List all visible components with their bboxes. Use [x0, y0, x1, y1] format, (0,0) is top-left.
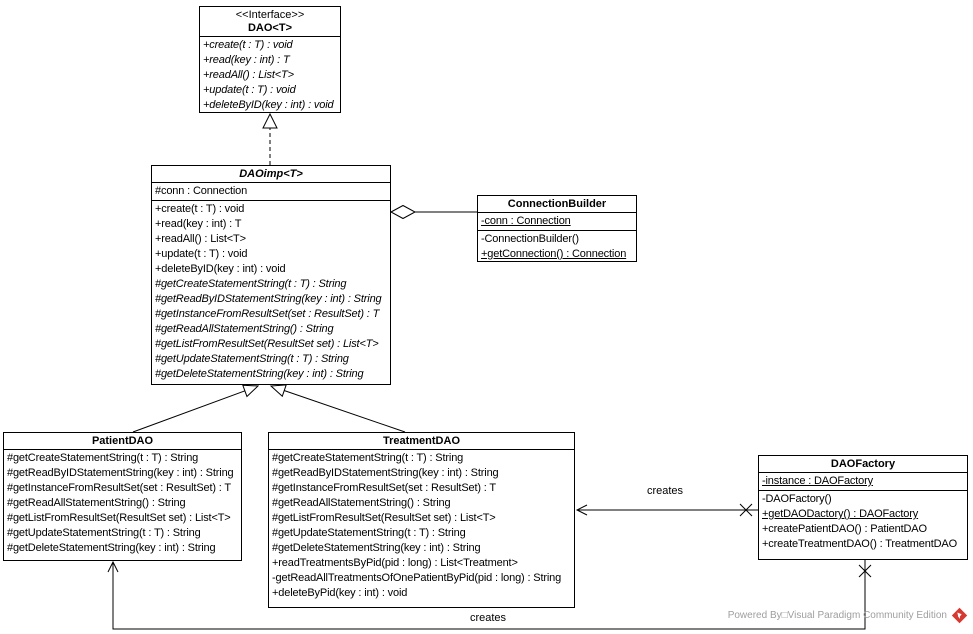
method-row: +readTreatmentsByPid(pid : long) : List<Treatment>	[272, 557, 518, 569]
method-row: #getListFromResultSet(ResultSet set) : List<T>	[272, 512, 496, 524]
method-row: -ConnectionBuilder()	[481, 233, 579, 245]
method-row: +deleteByID(key : int) : void	[203, 99, 334, 111]
class-box-connectionbuilder	[477, 195, 637, 262]
class-box-daoimp	[151, 165, 391, 385]
methods-compartment	[4, 450, 241, 557]
aggregation-daoimp-connectionbuilder	[391, 206, 477, 219]
method-row: +createPatientDAO() : PatientDAO	[762, 523, 927, 535]
methods-compartment	[152, 201, 390, 383]
visual-paradigm-logo-icon	[951, 607, 968, 624]
method-row: +deleteByID(key : int) : void	[155, 263, 286, 275]
attributes-compartment	[478, 213, 636, 231]
class-title	[269, 433, 574, 450]
class-box-patientdao	[3, 432, 242, 561]
method-row: +update(t : T) : void	[203, 84, 296, 96]
method-row: #getReadAllStatementString() : String	[7, 497, 186, 509]
edge-label-creates-bottom: creates	[469, 612, 507, 624]
method-row: #getInstanceFromResultSet(set : ResultSet) : T	[7, 482, 231, 494]
stereotype-label: <<Interface>>	[235, 9, 305, 21]
method-row: +read(key : int) : T	[203, 54, 290, 66]
method-row: +readAll() : List<T>	[203, 69, 294, 81]
method-row: #getReadByIDStatementString(key : int) : String	[7, 467, 234, 479]
method-row: +readAll() : List<T>	[155, 233, 246, 245]
class-box-treatmentdao	[268, 432, 575, 608]
class-name: ConnectionBuilder	[507, 198, 607, 210]
method-row: +getDAODactory() : DAOFactory	[762, 508, 919, 520]
attributes-compartment	[759, 473, 967, 491]
class-title	[759, 456, 967, 473]
method-row: +create(t : T) : void	[155, 203, 245, 215]
method-row: #getInstanceFromResultSet(set : ResultSet) : T	[155, 308, 380, 320]
attribute-row: -instance : DAOFactory	[762, 475, 874, 487]
class-title	[4, 433, 241, 450]
watermark	[700, 607, 968, 624]
method-row: +deleteByPid(key : int) : void	[272, 587, 408, 599]
method-row: #getDeleteStatementString(key : int) : String	[7, 542, 216, 554]
attributes-compartment	[152, 183, 390, 201]
method-row: #getCreateStatementString(t : T) : String	[155, 278, 347, 290]
generalization-patientdao-daoimp	[133, 386, 258, 432]
class-name: DAOFactory	[830, 458, 896, 470]
method-row: #getReadAllStatementString() : String	[155, 323, 334, 335]
class-title	[478, 196, 636, 213]
method-row: #getDeleteStatementString(key : int) : String	[272, 542, 481, 554]
method-row: #getListFromResultSet(ResultSet set) : List<T>	[7, 512, 231, 524]
method-row: +getConnection() : Connection	[481, 248, 627, 260]
generalization-treatmentdao-daoimp	[271, 386, 405, 432]
class-title	[152, 166, 390, 183]
method-row: #getUpdateStatementString(t : T) : String	[155, 353, 349, 365]
method-row: #getCreateStatementString(t : T) : String	[7, 452, 199, 464]
class-box-daofactory	[758, 455, 968, 560]
method-row: +update(t : T) : void	[155, 248, 248, 260]
method-row: +read(key : int) : T	[155, 218, 242, 230]
method-row: +create(t : T) : void	[203, 39, 293, 51]
method-row: #getUpdateStatementString(t : T) : String	[272, 527, 466, 539]
methods-compartment	[759, 491, 967, 553]
method-row: -getReadAllTreatmentsOfOnePatientByPid(pid : long) : String	[272, 572, 562, 584]
method-row: #getDeleteStatementString(key : int) : String	[155, 368, 364, 380]
class-name: DAOimp<T>	[239, 168, 303, 180]
method-row: #getCreateStatementString(t : T) : String	[272, 452, 464, 464]
association-daofactory-treatmentdao	[577, 504, 758, 516]
class-name: DAO<T>	[247, 22, 292, 34]
class-name: PatientDAO	[91, 435, 154, 447]
method-row: #getListFromResultSet(ResultSet set) : List<T>	[155, 338, 379, 350]
method-row: #getInstanceFromResultSet(set : ResultSet) : T	[272, 482, 496, 494]
attribute-row: #conn : Connection	[155, 185, 248, 197]
methods-compartment	[200, 37, 340, 114]
method-row: #getUpdateStatementString(t : T) : String	[7, 527, 201, 539]
watermark-text: Powered By□Visual Paradigm Community Edition	[727, 610, 947, 621]
method-row: #getReadByIDStatementString(key : int) : String	[155, 293, 382, 305]
class-name: TreatmentDAO	[382, 435, 461, 447]
method-row: +createTreatmentDAO() : TreatmentDAO	[762, 538, 958, 550]
method-row: #getReadAllStatementString() : String	[272, 497, 451, 509]
method-row: -DAOFactory()	[762, 493, 832, 505]
class-title	[200, 7, 340, 37]
method-row: #getReadByIDStatementString(key : int) : String	[272, 467, 499, 479]
realization-daoimp-dao	[263, 114, 277, 165]
methods-compartment	[269, 450, 574, 602]
methods-compartment	[478, 231, 636, 263]
class-box-dao-interface	[199, 6, 341, 113]
attribute-row: -conn : Connection	[481, 215, 571, 227]
edge-label-creates-top: creates	[646, 485, 684, 497]
